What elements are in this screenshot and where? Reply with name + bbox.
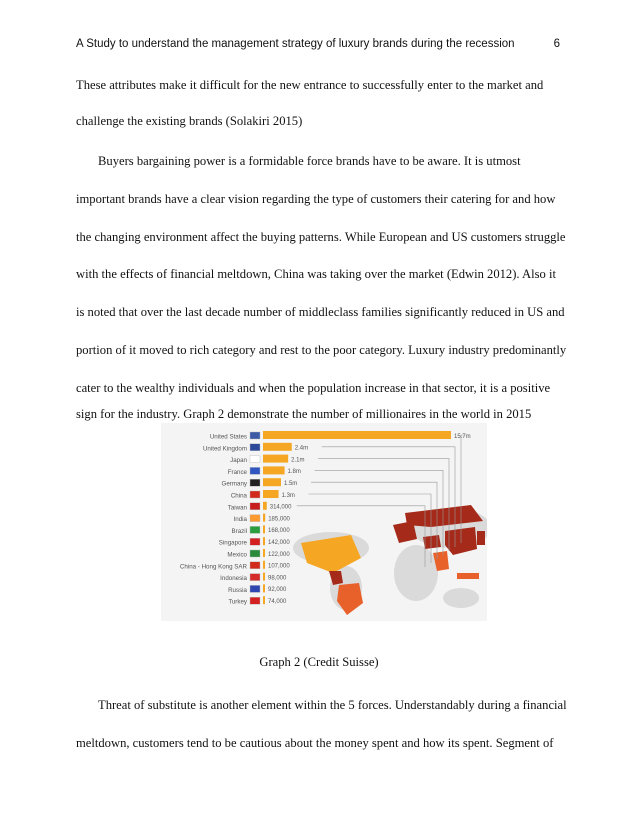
value-label: 168,000	[268, 528, 290, 535]
flag-icon	[250, 538, 260, 545]
text-line: cater to the wealthy individuals and when the population increase in that sector, it is a positive	[76, 381, 551, 395]
map-indonesia	[457, 573, 479, 579]
text-line: Buyers bargaining power is a formidable force brands have to be aware. It is utmost	[98, 154, 521, 168]
flag-icon	[250, 574, 260, 581]
value-label: 142,000	[268, 540, 290, 546]
text-line: the changing environment affect the buying patterns. While European and US customers struggle	[76, 230, 566, 244]
flag-icon	[250, 479, 260, 486]
bar	[263, 525, 265, 533]
category-label: Japan	[230, 457, 247, 465]
value-label: 1.8m	[287, 469, 301, 476]
text-line: sign for the industry. Graph 2 demonstrate the number of millionaires in the world in 2015	[76, 407, 532, 421]
category-label: France	[227, 468, 247, 476]
category-label: Singapore	[218, 539, 247, 547]
category-label: United Kingdom	[202, 445, 247, 453]
category-label: Brazil	[231, 527, 247, 535]
map-japan	[477, 531, 485, 545]
bar	[263, 514, 265, 522]
flag-icon	[250, 503, 260, 510]
bar	[263, 596, 265, 604]
category-label: India	[233, 516, 247, 524]
text-line: challenge the existing brands (Solakiri 2015)	[76, 114, 303, 128]
bar	[263, 584, 265, 592]
flag-icon	[250, 491, 260, 498]
category-label: Indonesia	[220, 575, 247, 583]
bar	[263, 466, 285, 474]
flag-icon	[250, 585, 260, 592]
world-map	[293, 505, 487, 615]
map-turkey	[423, 535, 441, 549]
category-label: Mexico	[227, 551, 247, 559]
flag-icon	[250, 467, 260, 474]
bar	[263, 490, 279, 498]
category-label: Turkey	[228, 598, 247, 606]
map-land-africa	[394, 545, 438, 601]
value-label: 122,000	[268, 551, 290, 558]
flag-icon	[250, 456, 260, 463]
flag-icon	[250, 550, 260, 557]
value-label: 2.1m	[291, 457, 305, 464]
flag-icon	[250, 432, 260, 439]
category-label: China	[230, 492, 247, 500]
running-head-title: A Study to understand the management strategy of luxury brands during the recession	[76, 38, 515, 50]
figure-caption: Graph 2 (Credit Suisse)	[259, 655, 379, 669]
category-label: Taiwan	[227, 504, 247, 512]
bar	[263, 561, 265, 569]
page-number: 6	[553, 38, 560, 50]
value-label: 185,000	[268, 516, 290, 523]
value-label: 15.7m	[454, 433, 471, 440]
bar	[263, 443, 292, 451]
category-label: Germany	[221, 480, 247, 488]
category-label: Russia	[228, 586, 247, 594]
text-line: portion of it moved to rich category and rest to the poor category. Luxury industry predominantly	[76, 343, 567, 357]
millionaires-chart	[161, 423, 487, 621]
value-label: 2.4m	[294, 445, 309, 452]
value-label: 314,000	[269, 504, 292, 511]
bar	[263, 549, 265, 557]
bar	[263, 478, 281, 486]
value-label: 74,000	[268, 599, 287, 605]
text-line: with the effects of financial meltdown, China was taking over the market (Edwin 2012). Also it	[76, 267, 556, 281]
map-land-australia	[443, 588, 479, 608]
bar	[263, 455, 288, 463]
category-label: United States	[209, 433, 247, 441]
value-label: 1.3m	[281, 492, 295, 499]
value-label: 92,000	[268, 587, 287, 594]
flag-icon	[250, 444, 260, 451]
bar	[263, 502, 267, 510]
text-line: These attributes make it difficult for the new entrance to successfully enter to the market and	[76, 78, 544, 92]
bar	[263, 537, 265, 545]
flag-icon	[250, 562, 260, 569]
chart-svg	[161, 423, 487, 621]
text-line: important brands have a clear vision regarding the type of customers their catering for and how	[76, 192, 556, 206]
running-head	[76, 38, 560, 50]
bar	[263, 431, 451, 439]
category-label: China - Hong Kong SAR	[179, 563, 247, 571]
value-label: 98,000	[268, 575, 287, 582]
text-line: Threat of substitute is another element within the 5 forces. Understandably during a financial	[98, 698, 567, 712]
map-brazil	[337, 583, 363, 615]
bar	[263, 573, 265, 581]
value-label: 1.5m	[283, 481, 298, 487]
text-line: meltdown, customers tend to be cautious about the money spent and how its spent. Segment of	[76, 736, 554, 750]
flag-icon	[250, 526, 260, 533]
text-line: is noted that over the last decade number of middleclass families significantly reduced in US and	[76, 305, 565, 319]
value-label: 107,000	[268, 563, 290, 570]
flag-icon	[250, 515, 260, 522]
flag-icon	[250, 597, 260, 604]
